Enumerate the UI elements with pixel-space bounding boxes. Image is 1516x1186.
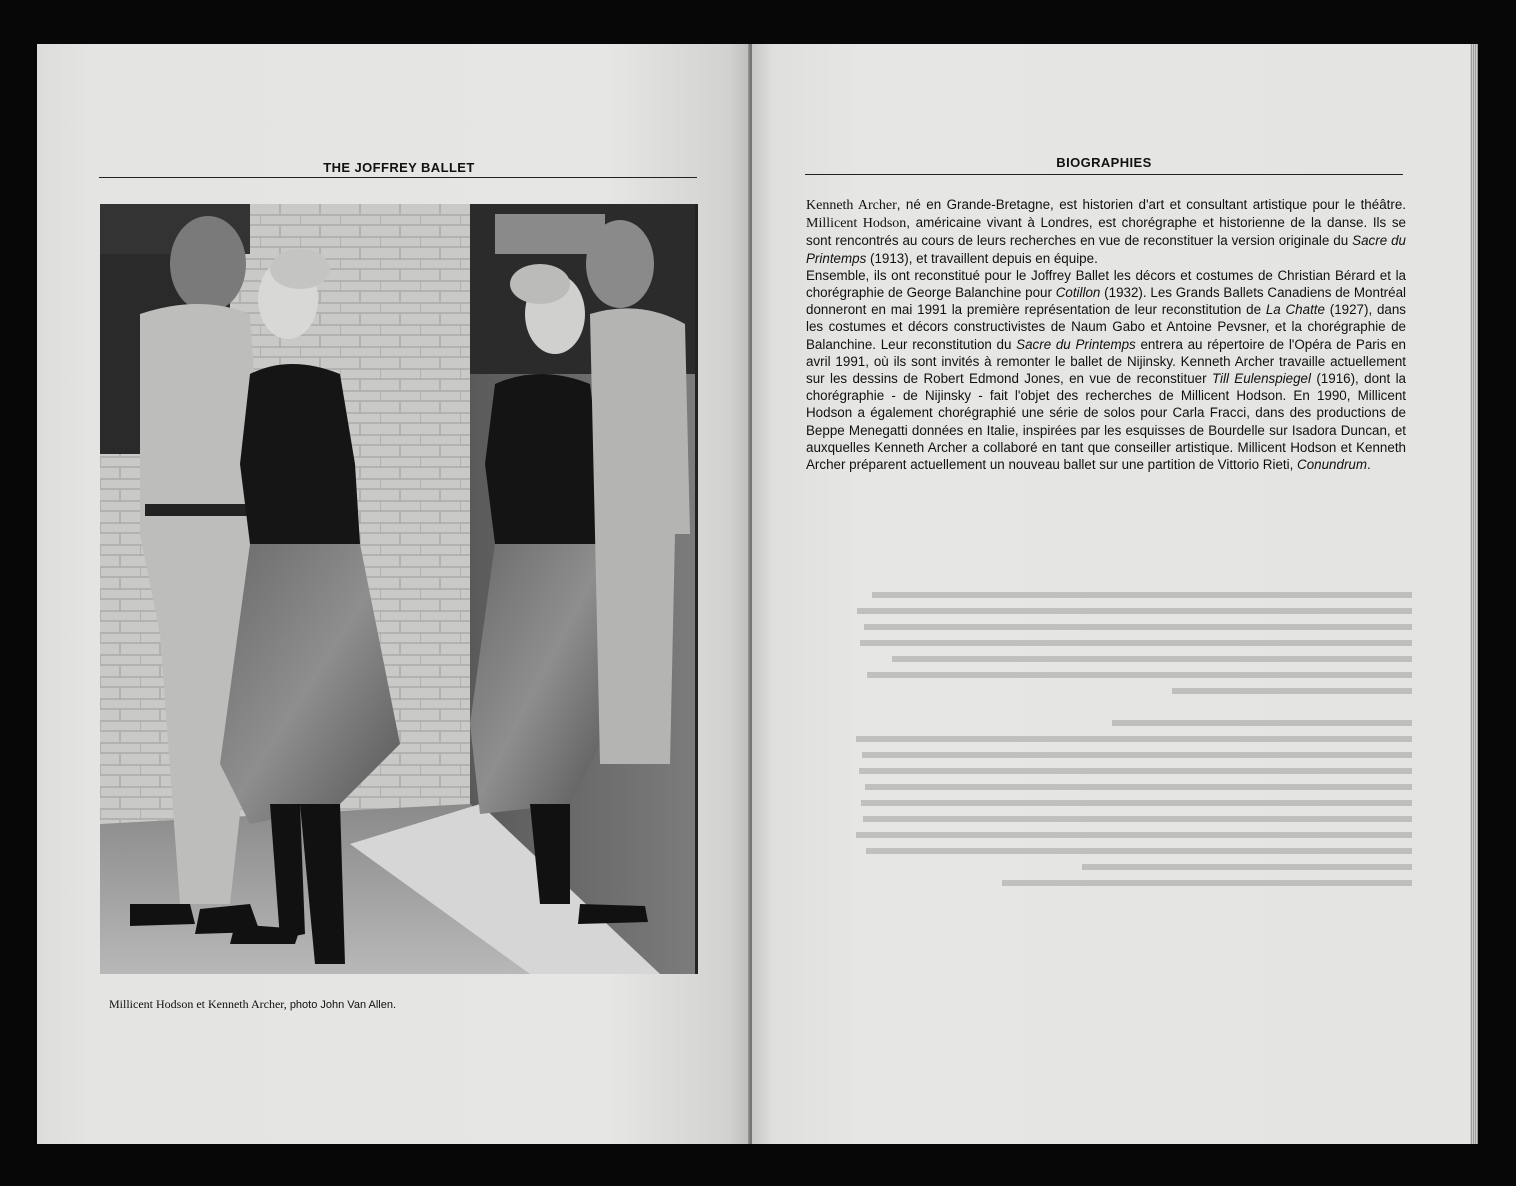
page-edges: [1470, 44, 1478, 1144]
text-run: , américaine vivant à Londres, est chorégraphe et historienne de la danse. Ils se sont rencontrés au cours de leurs recherches en vue de reconstituer la version originale du: [806, 215, 1406, 249]
work-title: Cotillon: [1055, 285, 1101, 301]
running-head-right: BIOGRAPHIES: [1056, 155, 1152, 170]
work-title: Sacre du Printemps: [806, 233, 1406, 266]
lead-name-hodson: Millicent Hodson: [806, 216, 907, 232]
biography-paragraph-1: [806, 196, 1406, 267]
show-through-texture: [852, 592, 1412, 912]
caption-credit: photo John Van Allen.: [289, 999, 397, 1011]
photo-caption: [109, 997, 396, 1012]
text-run: .: [1367, 457, 1371, 473]
work-title: La Chatte: [1265, 302, 1325, 318]
biography-text: [806, 196, 1406, 473]
left-page: [37, 44, 750, 1144]
biography-paragraph-2: [806, 267, 1406, 473]
text-run: (1916), dont la chorégraphie - de Nijinsky - fait l'objet des recherches de Millicent Hodson. En 1990, Millicent Hodson a également chorégraphié une série de solos pour Carla Fracci, dans des productions de Beppe Menegatti données en Italie, inspirées par les esquisses de Bourdelle sur Isadora Duncan, et auxquelles Kenneth Archer a collaboré en tant que conseiller artistique. Millicent Hodson et Kenneth Archer préparent actuellement un nouveau ballet sur une partition de Vittorio Rieti,: [806, 371, 1407, 473]
work-title: Till Eulenspiegel: [1211, 371, 1311, 387]
text-run: (1913), et travaillent depuis en équipe.: [866, 250, 1098, 266]
work-title: Sacre du Printemps: [1016, 336, 1136, 352]
text-run: entrera au répertoire de l'Opéra de Paris en avril 1991, où ils sont invités à remonter le ballet de Nijinsky. Kenneth Archer travaille actuellement sur les dessins de Robert Edmond Jones, en vue de reconstituer: [806, 336, 1407, 387]
header-rule-right: [805, 174, 1403, 175]
text-run: , né en Grande-Bretagne, est historien d'art et consultant artistique pour le théâtre.: [896, 197, 1406, 212]
lead-name-archer: Kenneth Archer: [806, 198, 897, 213]
text-run: (1927), dans les costumes et décors constructivistes de Naum Gabo et Antoine Pevsner, et la chorégraphie de Balanchine. Leur reconstitution du: [806, 302, 1407, 352]
text-run: (1932). Les Grands Ballets Canadiens de Montréal donneront en mai 1991 la première représentation de leur reconstitution de: [806, 285, 1406, 318]
header-rule-left: [99, 177, 697, 178]
text-run: Ensemble, ils ont reconstitué pour le Joffrey Ballet les décors et costumes de Christian Bérard et la chorégraphie de George Balanchine pour: [806, 267, 1406, 301]
dancers-photo: [100, 204, 698, 974]
caption-names: Millicent Hodson et Kenneth Archer,: [109, 997, 287, 1011]
right-page: [752, 44, 1472, 1144]
work-title: Conundrum: [1297, 457, 1368, 473]
running-head-left: THE JOFFREY BALLET: [323, 160, 475, 175]
